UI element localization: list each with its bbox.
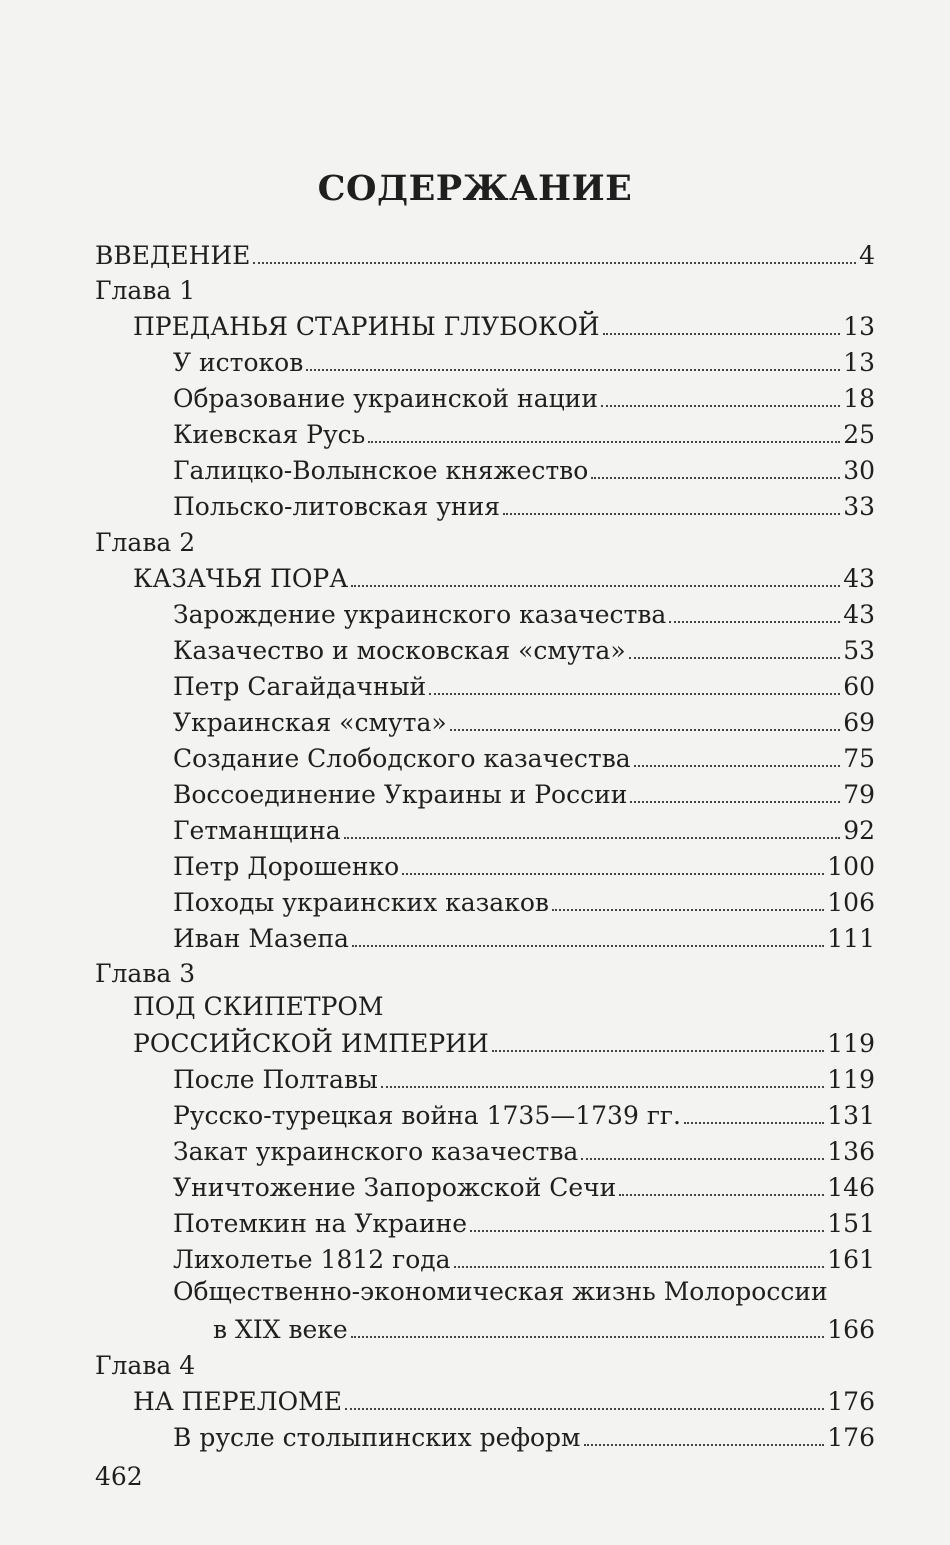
toc-entry-section: в XIX веке 166	[213, 1315, 875, 1344]
toc-entry-section: Иван Мазепа 111	[173, 924, 875, 953]
dot-leader	[306, 369, 840, 371]
toc-entry-section: Походы украинских казаков 106	[173, 888, 875, 917]
dot-leader	[619, 1194, 824, 1196]
toc-entry-section: Потемкин на Украине 151	[173, 1209, 875, 1238]
dot-leader	[552, 909, 824, 911]
dot-leader	[503, 513, 840, 515]
toc-entry-section: В русле столыпинских реформ 176	[173, 1423, 875, 1452]
toc-entry-chapter-title: ПРЕДАНЬЯ СТАРИНЫ ГЛУБОКОЙ 13	[133, 312, 875, 341]
dot-leader	[684, 1122, 824, 1124]
dot-leader	[470, 1230, 824, 1232]
dot-leader	[581, 1158, 824, 1160]
dot-leader	[492, 1050, 825, 1052]
dot-leader	[584, 1444, 825, 1446]
dot-leader	[351, 585, 840, 587]
dot-leader	[591, 477, 840, 479]
chapter-heading: Глава 4	[95, 1351, 196, 1380]
chapter-heading: Глава 1	[95, 276, 196, 305]
chapter-title-line: ПОД СКИПЕТРОМ	[133, 992, 384, 1021]
dot-leader	[634, 765, 840, 767]
toc-entry-section: Зарождение украинского казачества 43	[173, 600, 875, 629]
toc-entry-section: Воссоединение Украины и России 79	[173, 780, 875, 809]
dot-leader	[454, 1266, 825, 1268]
dot-leader	[402, 873, 824, 875]
dot-leader	[352, 945, 824, 947]
toc-entry-section: Закат украинского казачества 136	[173, 1137, 875, 1166]
dot-leader	[603, 333, 841, 335]
toc-entry-section: После Полтавы 119	[173, 1065, 875, 1094]
toc-entry-section: Польско-литовская уния 33	[173, 492, 875, 521]
toc-entry-section: Гетманщина 92	[173, 816, 875, 845]
dot-leader	[351, 1336, 825, 1338]
toc-entry-section: Образование украинской нации 18	[173, 384, 875, 413]
toc-entry-section: Петр Сагайдачный 60	[173, 672, 875, 701]
section-title-line: Общественно-экономическая жизнь Молороссии	[173, 1277, 828, 1306]
toc-entry-section: Русско-турецкая война 1735—1739 гг. 131	[173, 1101, 875, 1130]
toc-entry-section: У истоков 13	[173, 348, 875, 377]
toc-entry-section: Уничтожение Запорожской Сечи 146	[173, 1173, 875, 1202]
dot-leader	[344, 837, 841, 839]
toc-entry-section: Галицко-Волынское княжество 30	[173, 456, 875, 485]
dot-leader	[630, 801, 840, 803]
chapter-heading: Глава 2	[95, 528, 196, 557]
toc-entry-section: Лихолетье 1812 года 161	[173, 1245, 875, 1274]
page-number: 462	[95, 1462, 143, 1491]
dot-leader	[629, 657, 841, 659]
toc-entry-introduction: ВВЕДЕНИЕ 4	[95, 241, 875, 270]
chapter-heading: Глава 3	[95, 959, 196, 988]
dot-leader	[429, 693, 840, 695]
dot-leader	[381, 1086, 824, 1088]
toc-entry-section: Казачество и московская «смута» 53	[173, 636, 875, 665]
toc-entry-section: Создание Слободского казачества 75	[173, 744, 875, 773]
dot-leader	[669, 621, 840, 623]
toc-entry-section: Киевская Русь 25	[173, 420, 875, 449]
toc-entry-chapter-title: РОССИЙСКОЙ ИМПЕРИИ 119	[133, 1029, 875, 1058]
dot-leader	[368, 441, 840, 443]
toc-entry-section: Украинская «смута» 69	[173, 708, 875, 737]
toc-entry-chapter-title: НА ПЕРЕЛОМЕ 176	[133, 1387, 875, 1416]
dot-leader	[601, 405, 840, 407]
toc-entry-chapter-title: КАЗАЧЬЯ ПОРА 43	[133, 564, 875, 593]
dot-leader	[450, 729, 841, 731]
dot-leader	[253, 262, 856, 264]
toc-entry-section: Петр Дорошенко 100	[173, 852, 875, 881]
dot-leader	[345, 1408, 824, 1410]
page-title: СОДЕРЖАНИЕ	[317, 168, 633, 209]
